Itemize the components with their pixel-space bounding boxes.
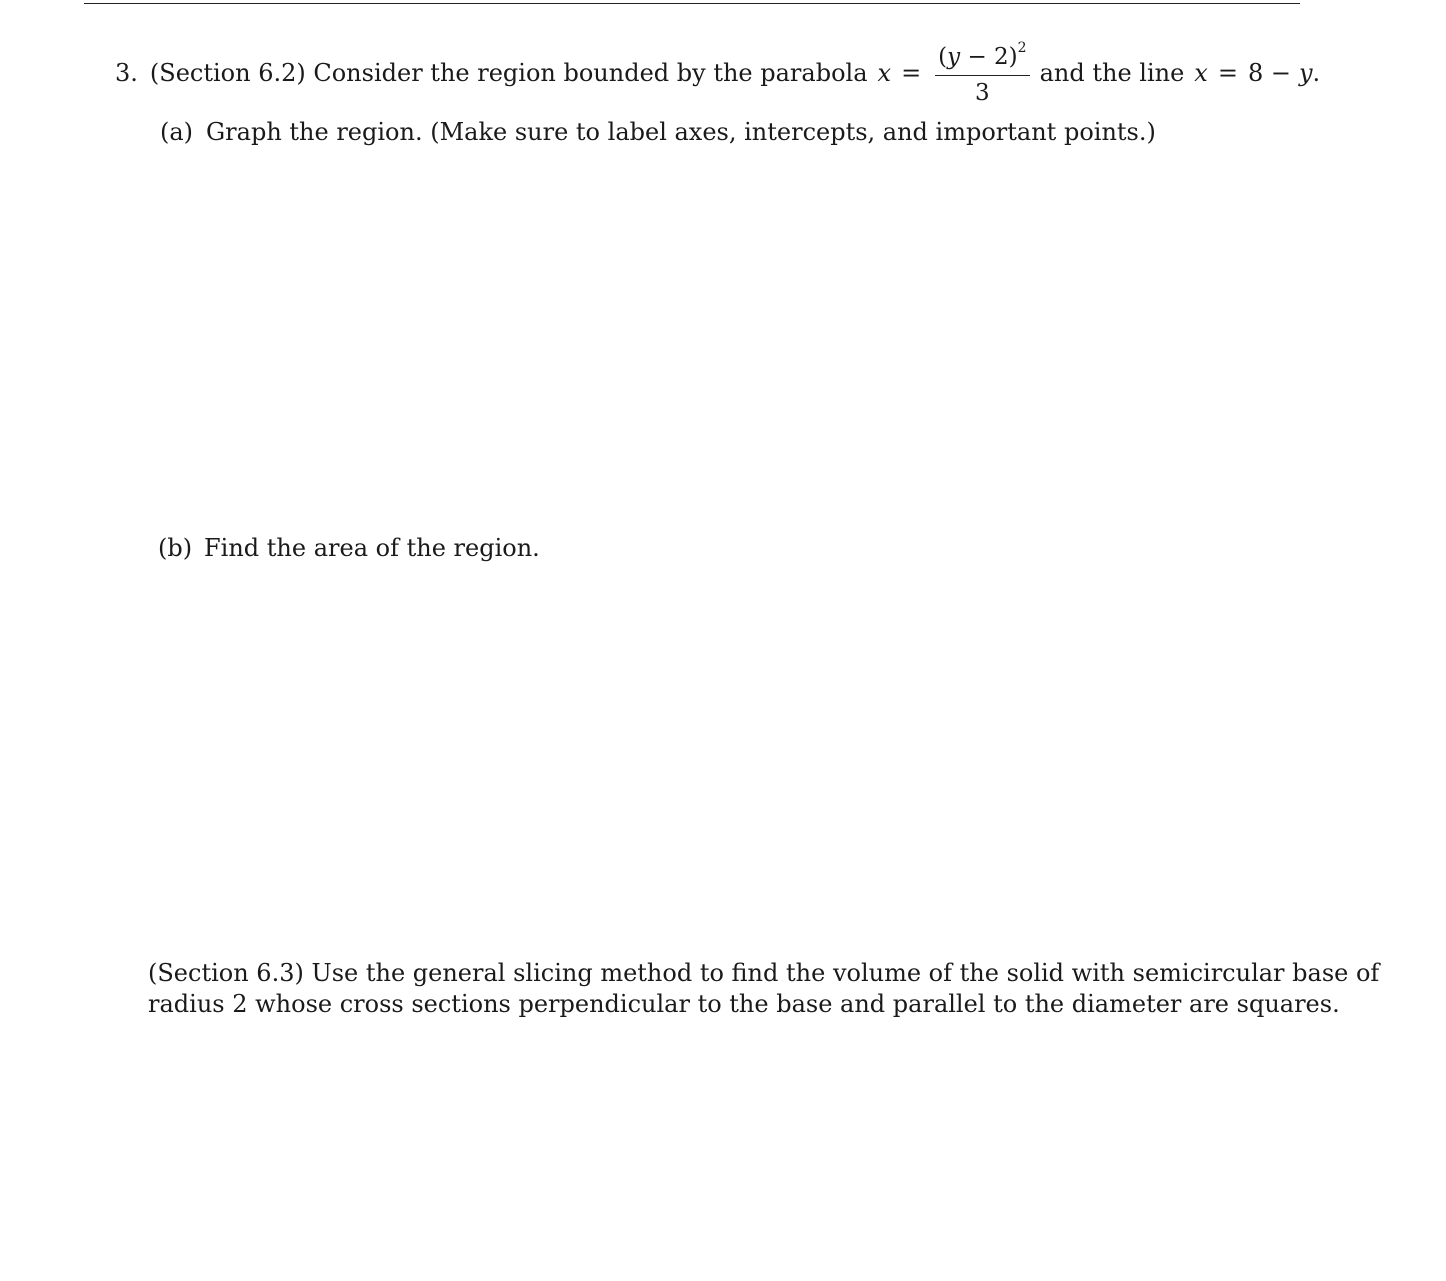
part-a-text: Graph the region. (Make sure to label axes, intercepts, and important points.) bbox=[206, 118, 1156, 146]
parabola-x-variable: x bbox=[877, 59, 892, 87]
part-a-label: (a) bbox=[160, 118, 194, 146]
section-6-3-problem bbox=[148, 958, 1380, 1020]
fraction-numerator: $(y - 2)^2$ bbox=[935, 41, 1029, 75]
line-y-variable: y bbox=[1298, 59, 1313, 87]
parabola-equals: = bbox=[901, 59, 922, 87]
problem-number: 3. bbox=[115, 59, 138, 87]
exponent: 2 bbox=[1017, 40, 1027, 57]
part-b-text: Find the area of the region. bbox=[204, 534, 540, 562]
problem-3-statement bbox=[115, 40, 1320, 106]
line-constant: 8 − bbox=[1247, 59, 1291, 87]
part-b-label: (b) bbox=[158, 534, 193, 562]
line-equals: = bbox=[1217, 59, 1238, 87]
line-x-variable: x bbox=[1194, 59, 1208, 87]
section-6-3-line-2: radius 2 whose cross sections perpendicular to the base and parallel to the diameter are squares. bbox=[148, 990, 1340, 1018]
fraction-denominator: 3 bbox=[975, 79, 990, 106]
problem-intro: (Section 6.2) Consider the region bounded by the parabola bbox=[149, 59, 868, 87]
part-a bbox=[160, 118, 1156, 146]
top-divider bbox=[84, 3, 1300, 4]
section-6-3-line-1: (Section 6.3) Use the general slicing method to find the volume of the solid with semicircular base of bbox=[148, 959, 1380, 987]
connector-text: and the line bbox=[1039, 59, 1185, 87]
line-period: . bbox=[1312, 59, 1321, 87]
part-b bbox=[158, 534, 540, 562]
parabola-fraction bbox=[935, 41, 1029, 104]
